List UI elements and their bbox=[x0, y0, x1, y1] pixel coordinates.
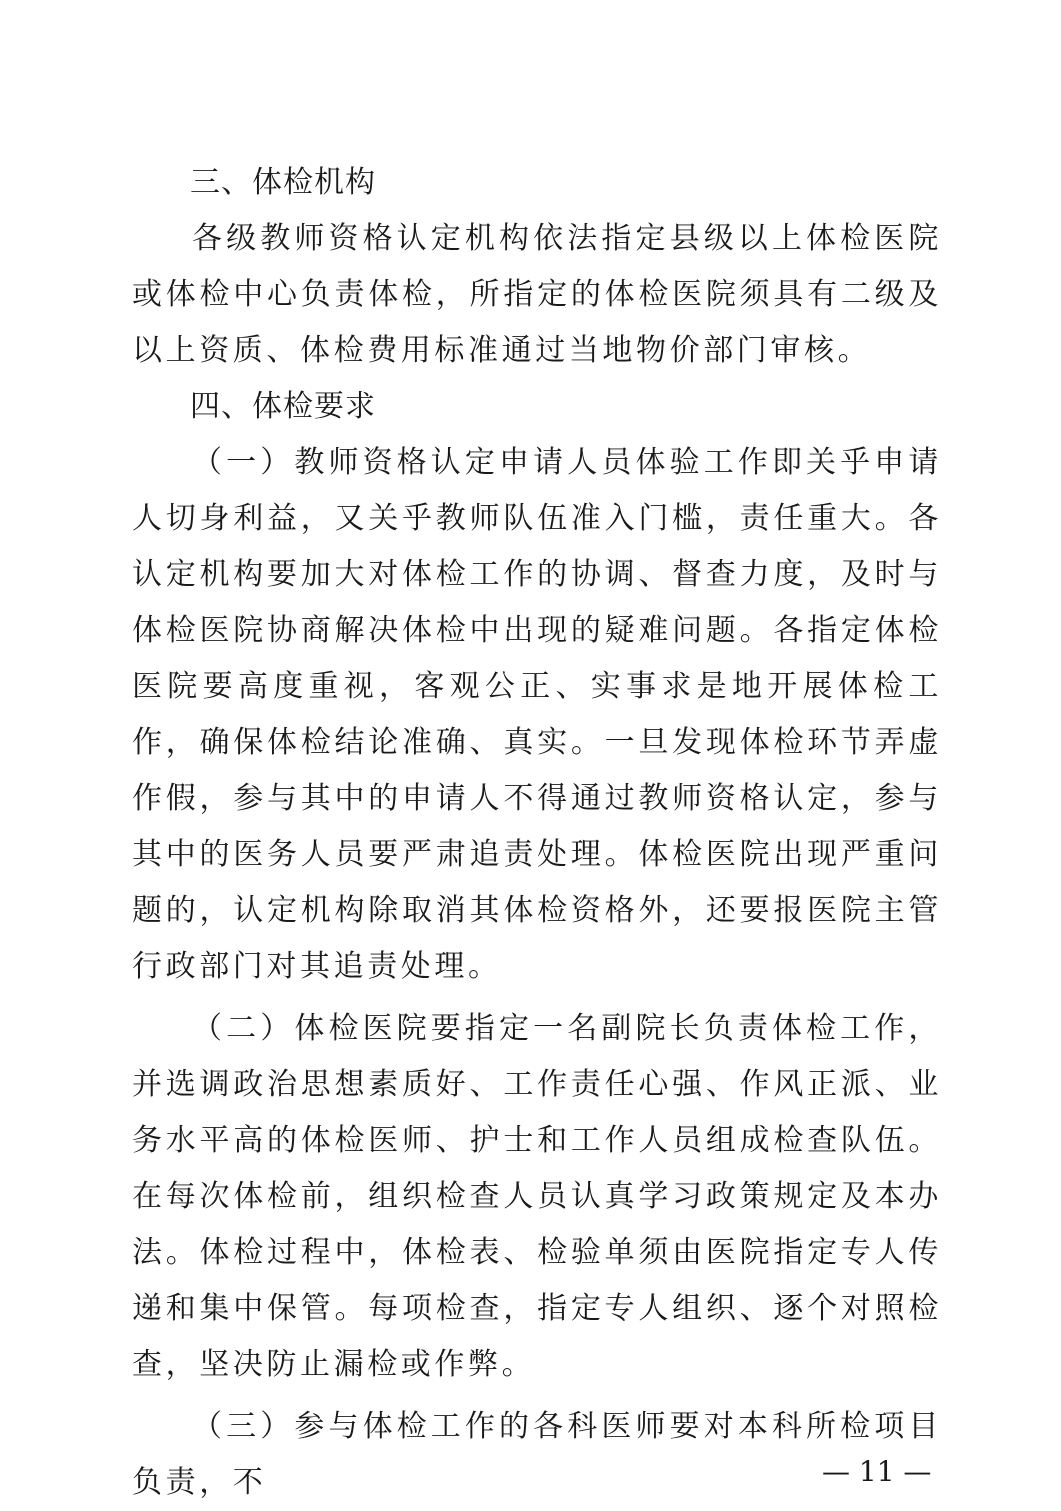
paragraph-requirement-1: （一）教师资格认定申请人员体验工作即关乎申请人切身利益，又关乎教师队伍准入门槛，责任重大。各认定机构要加大对体检工作的协调、督查力度，及时与体检医院协商解决体检中出现的疑难问题。各指定体检医院要高度重视，客观公正、实事求是地开展体检工作，确保体检结论准确、真实。一旦发现体检环节弄虚作假，参与其中的申请人不得通过教师资格认定，参与其中的医务人员要严肃追责处理。体检医院出现严重问题的，认定机构除取消其体检资格外，还要报医院主管行政部门对其追责处理。 bbox=[132, 445, 942, 984]
document-body bbox=[132, 155, 942, 1511]
section-heading-institutions: 三、体检机构 bbox=[190, 165, 376, 200]
paragraph-requirement-2: （二）体检医院要指定一名副院长负责体检工作，并选调政治思想素质好、工作责任心强、作风正派、业务水平高的体检医师、护士和工作人员组成检查队伍。在每次体检前，组织检查人员认真学习政策规定及本办法。体检过程中，体检表、检验单须由医院指定专人传递和集中保管。每项检查，指定专人组织、逐个对照检查，坚决防止漏检或作弊。 bbox=[132, 1011, 942, 1382]
paragraph-institutions: 各级教师资格认定机构依法指定县级以上体检医院或体检中心负责体检，所指定的体检医院须具有二级及以上资质、体检费用标准通过当地物价部门审核。 bbox=[132, 221, 942, 368]
page-number: — 11 — bbox=[822, 1455, 932, 1488]
section-heading-requirements: 四、体检要求 bbox=[190, 389, 376, 424]
paragraph-requirement-3: （三）参与体检工作的各科医师要对本科所检项目负责，不 bbox=[132, 1409, 942, 1500]
